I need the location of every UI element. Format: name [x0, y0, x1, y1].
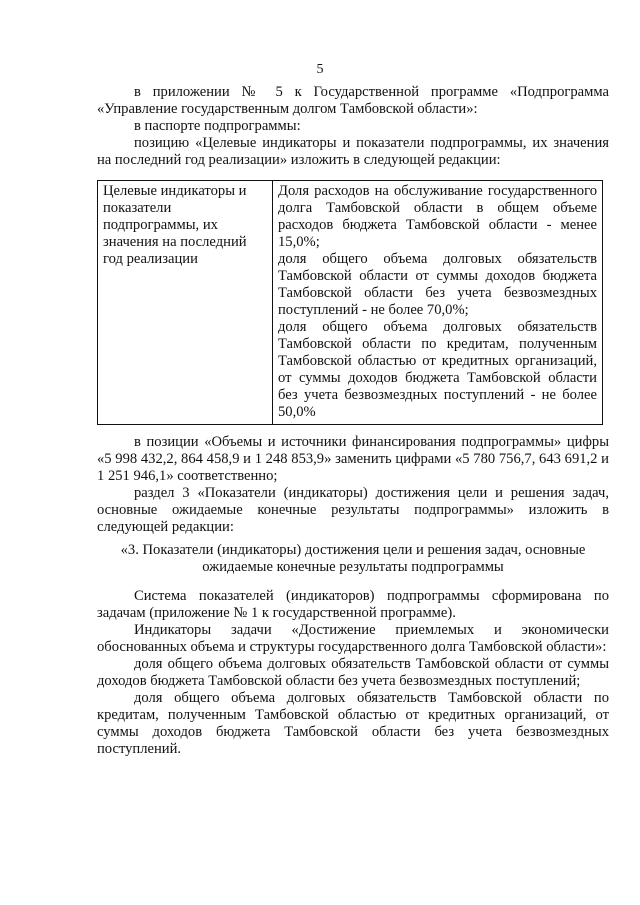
section-heading-line: «3. Показатели (индикаторы) достижения цели и решения задач, основные	[120, 542, 586, 558]
document-body	[97, 84, 609, 758]
indicator-item: Доля расходов на обслуживание государственного долга Тамбовской области в общем объеме расходов бюджета Тамбовской области - менее 15,0%;	[278, 183, 597, 250]
amendment-paragraph: в позиции «Объемы и источники финансирования подпрограммы» цифры «5 998 432,2, 864 458,9 и 1 248 853,9» заменить цифрами «5 780 756,7, 643 691,2 и 1 251 946,1» соответственно;	[97, 434, 609, 484]
page-number: 5	[316, 62, 324, 77]
intro-paragraph: в приложении № 5 к Государственной программе «Подпрограмма «Управление государственным долгом Тамбовской области»:	[97, 84, 609, 117]
section-heading-line: ожидаемые конечные результаты подпрограммы	[202, 559, 504, 575]
intro-paragraph: в паспорте подпрограммы:	[134, 118, 301, 134]
indicator-item: доля общего объема долговых обязательств Тамбовской области по кредитам, полученным Тамбовской областью от кредитных организаций, от суммы доходов бюджета Тамбовской области без учета безвозмездных поступлений - не более 50,0%	[278, 319, 597, 420]
table-row	[98, 181, 603, 425]
section-heading	[97, 542, 609, 576]
table-left-cell: Целевые индикаторы и показатели подпрограммы, их значения на последний год реализации	[98, 181, 273, 425]
passport-table	[97, 180, 603, 425]
intro-paragraph: позицию «Целевые индикаторы и показатели подпрограммы, их значения на последний год реализации» изложить в следующей редакции:	[97, 135, 609, 168]
body-paragraph: доля общего объема долговых обязательств Тамбовской области по кредитам, полученным Тамбовской областью от кредитных организаций, от суммы доходов бюджета Тамбовской области без учета безвозмездных поступлений.	[97, 690, 609, 757]
body-paragraph: доля общего объема долговых обязательств Тамбовской области от суммы доходов бюджета Тамбовской области без учета безвозмездных поступлений;	[97, 656, 609, 689]
body-paragraph: Система показателей (индикаторов) подпрограммы сформирована по задачам (приложение № 1 к государственной программе).	[97, 588, 609, 621]
indicator-item: доля общего объема долговых обязательств Тамбовской области от суммы доходов бюджета Тамбовской области без учета безвозмездных поступлений - не более 70,0%;	[278, 251, 597, 318]
table-right-cell	[273, 181, 603, 425]
body-paragraph: Индикаторы задачи «Достижение приемлемых и экономически обоснованных объема и структуры государственного долга Тамбовской области»:	[97, 622, 609, 655]
amendment-paragraph: раздел 3 «Показатели (индикаторы) достижения цели и решения задач, основные ожидаемые конечные результаты подпрограммы» изложить в следующей редакции:	[97, 485, 609, 535]
